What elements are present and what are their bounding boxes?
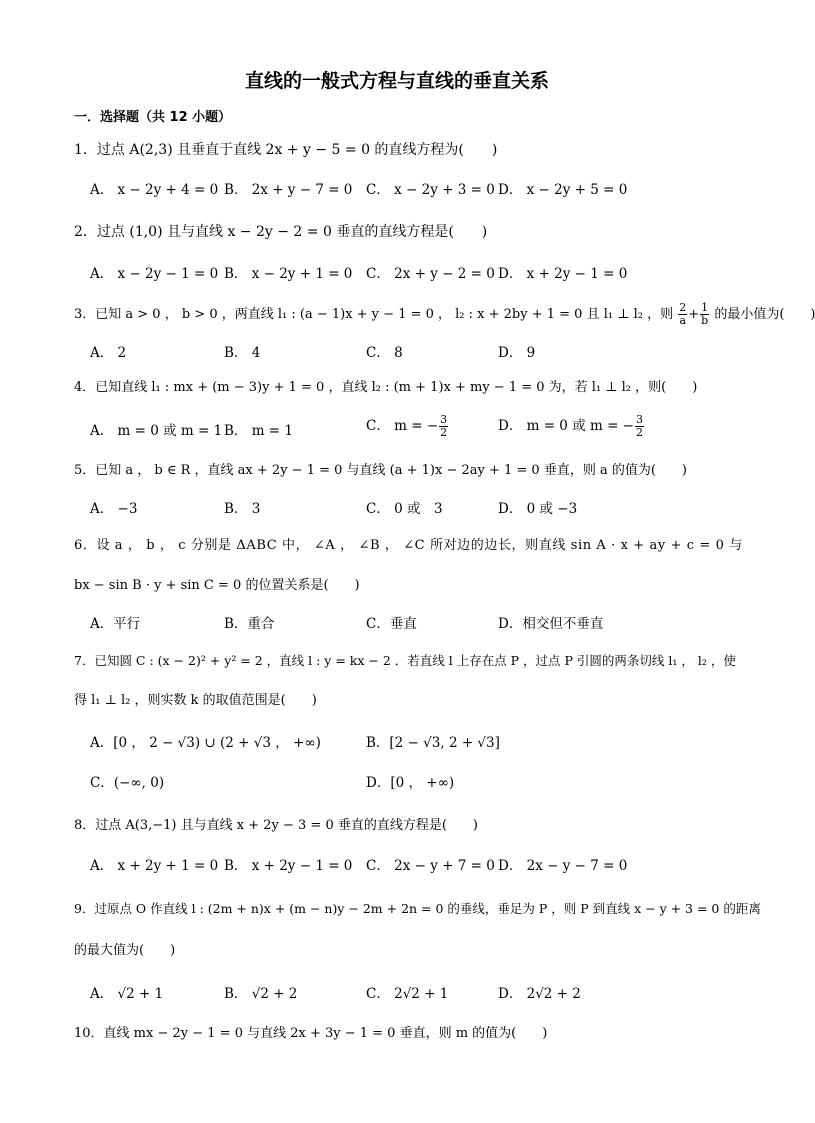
- q7-option-c: C．(−∞, 0): [90, 775, 165, 791]
- q6-option-b: B．重合: [224, 616, 275, 632]
- q2-option-b: B． x − 2y + 1 = 0: [224, 266, 353, 282]
- q3-frac1-numerator: 2: [679, 301, 687, 314]
- question-8: 8．过点 A(3,−1) 且与直线 x + 2y − 3 = 0 垂直的直线方程是( ): [74, 818, 479, 833]
- q3-option-a: A． 2: [90, 345, 127, 361]
- q6-option-a: A．平行: [90, 616, 141, 632]
- q4-option-d-fraction: [635, 414, 644, 439]
- q3-frac1-denominator: a: [679, 314, 686, 327]
- q8-option-d: D． 2x − y − 7 = 0: [498, 858, 628, 874]
- q4-option-a: A． m = 0 或 m = 1: [90, 423, 223, 439]
- q3-frac2-denominator: b: [701, 314, 709, 327]
- question-9-line-2: 的最大值为( ): [74, 943, 176, 958]
- q4-option-c-text: C． m = −: [366, 418, 439, 434]
- q6-option-d: D．相交但不垂直: [498, 616, 604, 632]
- question-10: 10．直线 mx − 2y − 1 = 0 与直线 2x + 3y − 1 = 0 垂直，则 m 的值为( ): [74, 1026, 548, 1041]
- q4-d-numerator: 3: [636, 413, 643, 426]
- q1-option-d: D． x − 2y + 5 = 0: [498, 182, 628, 198]
- q2-option-d: D． x + 2y − 1 = 0: [498, 266, 628, 282]
- q3-plus: +: [688, 307, 700, 322]
- q4-c-numerator: 3: [440, 413, 448, 426]
- q3-option-c: C． 8: [366, 345, 403, 361]
- q4-option-d: [498, 414, 645, 439]
- question-9-line-1: 9．过原点 O 作直线 l : (2m + n)x + (m − n)y − 2m + 2n = 0 的垂线，垂足为 P ，则 P 到直线 x − y + 3 = 0 的距离: [74, 901, 761, 916]
- q3-stem-start: 3．已知 a > 0 ， b > 0 ，两直线 l₁ : (a − 1)x + y − 1 = 0 ， l₂ : x + 2by + 1 = 0 且 l₁ ⊥ l₂ ，则: [74, 307, 674, 322]
- q2-option-c: C． 2x + y − 2 = 0: [366, 266, 495, 282]
- q8-option-c: C． 2x − y + 7 = 0: [366, 858, 495, 874]
- q5-option-d: D． 0 或 −3: [498, 501, 578, 517]
- q8-option-a: A． x + 2y + 1 = 0: [90, 858, 219, 874]
- q9-option-b: B． √2 + 2: [224, 986, 298, 1002]
- q5-option-c: C． 0 或 3: [366, 501, 443, 517]
- q9-option-c: C． 2√2 + 1: [366, 986, 449, 1002]
- q6-option-c: C．垂直: [366, 616, 417, 632]
- q1-option-a: A． x − 2y + 4 = 0: [90, 182, 219, 198]
- q4-option-c-fraction: [439, 414, 448, 439]
- q2-option-a: A． x − 2y − 1 = 0: [90, 266, 219, 282]
- q4-d-denominator: 2: [636, 426, 643, 439]
- q5-option-b: B． 3: [224, 501, 261, 517]
- q7-option-a: A．[0 ， 2 − √3) ∪ (2 + √3 ， +∞): [90, 735, 321, 751]
- q8-option-b: B． x + 2y − 1 = 0: [224, 858, 353, 874]
- q1-option-b: B． 2x + y − 7 = 0: [224, 182, 353, 198]
- question-7-line-2: 得 l₁ ⊥ l₂ ，则实数 k 的取值范围是( ): [74, 693, 317, 708]
- q4-option-c: [366, 414, 449, 439]
- q4-option-b: B． m = 1: [224, 423, 293, 439]
- q3-option-d: D． 9: [498, 345, 536, 361]
- question-2: 2．过点 (1,0) 且与直线 x − 2y − 2 = 0 垂直的直线方程是( ): [74, 224, 488, 240]
- page-title: 直线的一般式方程与直线的垂直关系: [244, 70, 549, 92]
- question-6-line-2: bx − sin B · y + sin C = 0 的位置关系是( ): [74, 578, 360, 593]
- question-3: [74, 302, 815, 327]
- question-1: 1．过点 A(2,3) 且垂直于直线 2x + y − 5 = 0 的直线方程为( ): [74, 142, 498, 158]
- q9-option-a: A． √2 + 1: [90, 986, 164, 1002]
- q3-stem-end: 的最小值为( ): [714, 307, 815, 322]
- question-7-line-1: 7．已知圆 C : (x − 2)² + y² = 2 ，直线 l : y = kx − 2 ．若直线 l 上存在点 P ，过点 P 引圆的两条切线 l₁ ， l₂ ，使: [74, 653, 736, 668]
- q7-option-d: D．[0 ， +∞): [366, 775, 455, 791]
- question-5: 5．已知 a ， b ∈ R ，直线 ax + 2y − 1 = 0 与直线 (a + 1)x − 2ay + 1 = 0 垂直，则 a 的值为( ): [74, 463, 687, 478]
- q5-option-a: A． −3: [90, 501, 138, 517]
- q3-frac2-numerator: 1: [701, 301, 709, 314]
- q9-option-d: D． 2√2 + 2: [498, 986, 581, 1002]
- q3-option-b: B． 4: [224, 345, 261, 361]
- question-4: 4．已知直线 l₁ : mx + (m − 3)y + 1 = 0 ，直线 l₂ : (m + 1)x + my − 1 = 0 为，若 l₁ ⊥ l₂ ，则( ): [74, 380, 698, 395]
- question-6-line-1: 6．设 a ， b ， c 分别是 ΔABC 中， ∠A ， ∠B ， ∠C 所对边的边长，则直线 sin A · x + ay + c = 0 与: [74, 538, 743, 553]
- section-heading: 一．选择题（共 12 小题）: [74, 110, 232, 125]
- q3-fraction-1: [678, 302, 687, 327]
- q7-option-b: B．[2 − √3, 2 + √3]: [366, 735, 500, 751]
- q1-option-c: C． x − 2y + 3 = 0: [366, 182, 495, 198]
- q4-option-d-text: D． m = 0 或 m = −: [498, 418, 634, 434]
- q3-fraction-2: [700, 302, 709, 327]
- q4-c-denominator: 2: [440, 426, 448, 439]
